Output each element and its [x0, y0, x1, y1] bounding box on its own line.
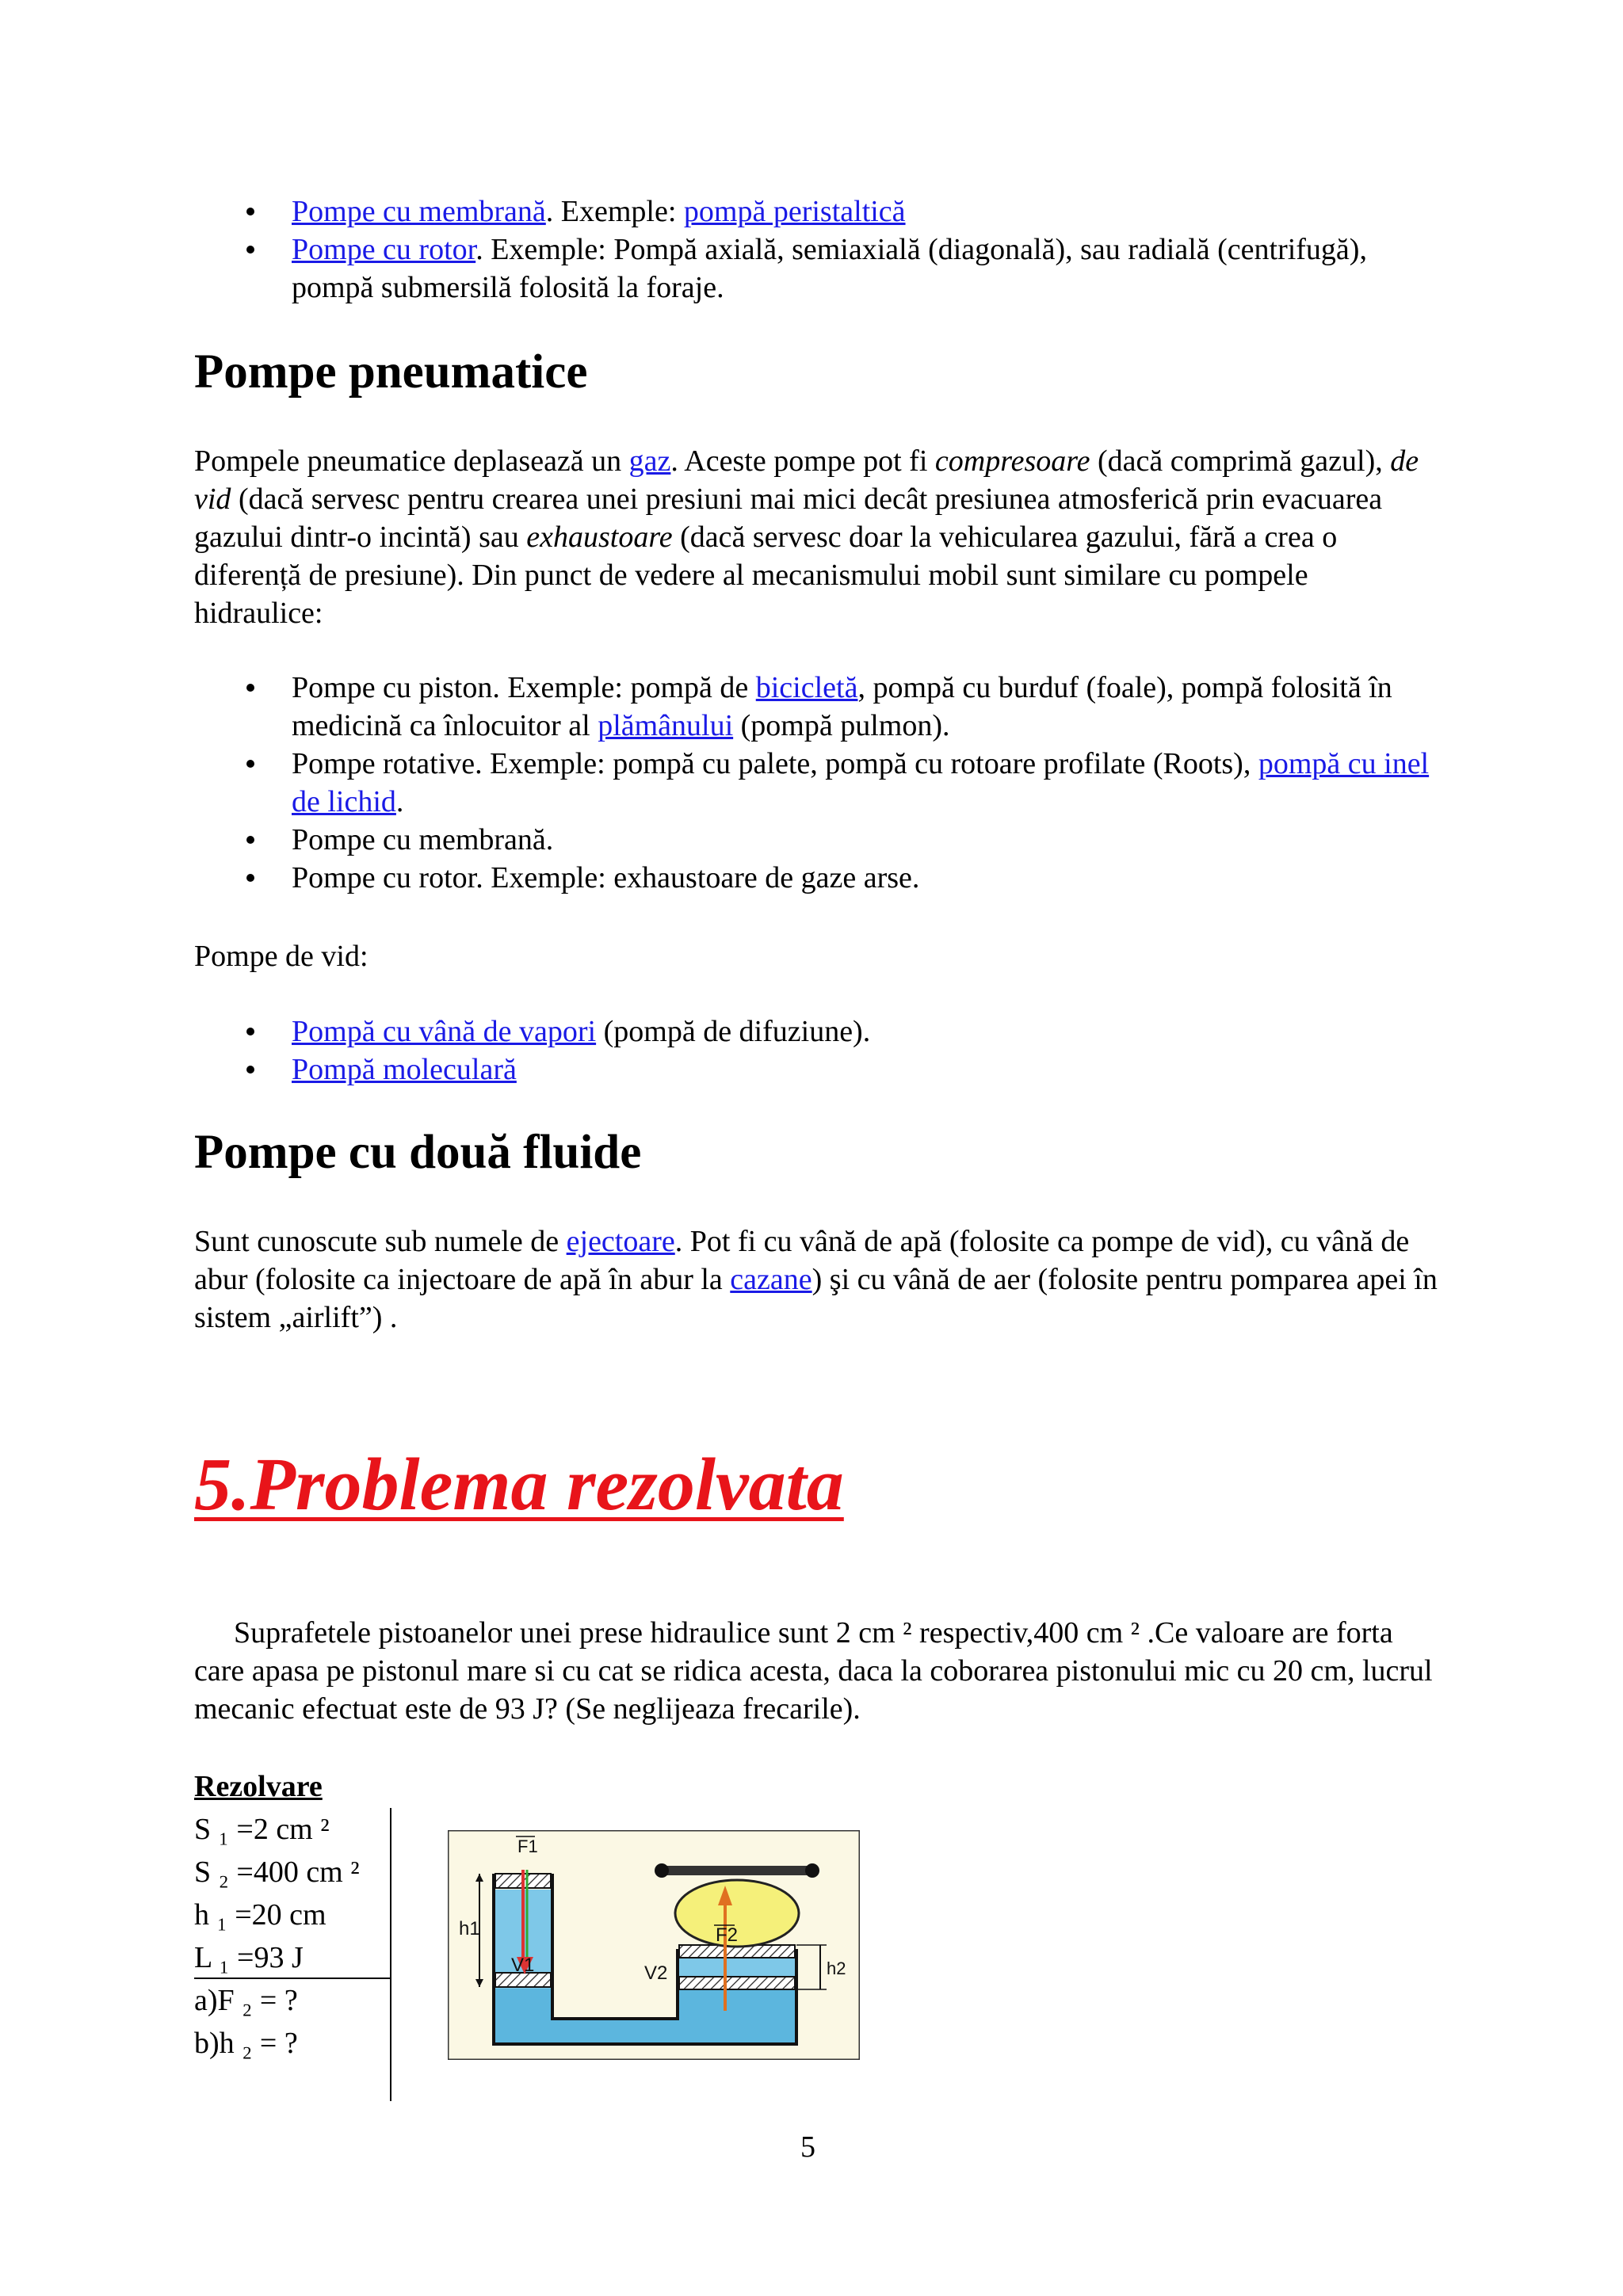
h1-label: h1 [459, 1918, 480, 1939]
bicycle-link[interactable]: bicicletă [755, 671, 858, 704]
given-value: L ₁ =93 J [194, 1941, 304, 1974]
givens-horizontal-divider [194, 1978, 391, 1979]
list-item: Pompe cu membrană. [194, 821, 1430, 859]
list-item: Pompă cu vână de vapori (pompă de difuziune). [194, 1013, 1430, 1051]
list-item: Pompe cu piston. Exemple: pompă de bicicletă, pompă cu burduf (foale), pompă folosită în medicină ca înlocuitor al plămânului (pompă pulmon). [194, 669, 1430, 745]
unknown-value: a)F ₂ = ? [194, 1984, 298, 2017]
bullet-icon [246, 684, 254, 692]
v2-label: V2 [644, 1962, 668, 1984]
vapor-jet-pump-link[interactable]: Pompă cu vână de vapori [292, 1015, 597, 1048]
hydraulic-press-figure [448, 1830, 860, 2060]
pneumatic-paragraph: Pompele pneumatice deplasează un gaz. Aceste pompe pot fi compresoare (dacă comprimă gazul), de vid (dacă servesc pentru crearea unei presiuni mai mici decât presiunea atmosferică prin evacuarea gazului dintr-o incintă) sau exhaustoare (dacă servesc doar la vehicularea gazului, fără a crea o diferență de presiune). Din punct de vedere al mecanismului mobil sunt similare cu pompele hidraulice: [194, 444, 1419, 630]
bullet-icon [246, 1028, 254, 1035]
given-value: S ₁ =2 cm ² [194, 1813, 330, 1846]
list-item: Pompe cu rotor. Exemple: Pompă axială, semiaxială (diagonală), sau radială (centrifugă), pompă submersilă folosită la foraje. [194, 231, 1430, 307]
section-heading-pneumatic: Pompe pneumatice [194, 345, 588, 399]
page-number: 5 [800, 2130, 815, 2164]
hydraulic-pumps-list [194, 193, 1430, 307]
h2-label: h2 [827, 1958, 846, 1978]
large-piston-bottom [679, 1977, 795, 1989]
bullet-icon [246, 836, 254, 844]
given-value: S ₂ =400 cm ² [194, 1855, 360, 1889]
bullet-icon [246, 208, 254, 215]
post-left [655, 1863, 669, 1878]
given-value: h ₁ =20 cm [194, 1898, 327, 1932]
molecular-pump-link[interactable]: Pompă moleculară [292, 1053, 517, 1086]
two-fluids-paragraph: Sunt cunoscute sub numele de ejectoare. Pot fi cu vână de apă (folosite ca pompe de vid), cu vână de abur (folosite ca injectoare de apă în abur la cazane) şi cu vână de aer (folosite pentru pomparea apei în sistem „airlift”) . [194, 1225, 1438, 1334]
bullet-icon [246, 1066, 254, 1074]
lung-link[interactable]: plămânului [598, 709, 734, 742]
f1-label: F1 [517, 1836, 538, 1856]
givens-vertical-divider [390, 1808, 391, 2101]
gas-link[interactable]: gaz [628, 444, 671, 478]
top-plate [662, 1866, 812, 1875]
vacuum-pumps-label: Pompe de vid: [194, 940, 369, 973]
liquid-ring-pump-link[interactable]: pompă cu inel de lichid [292, 747, 1430, 818]
f2-label: F2 [716, 1924, 739, 1946]
ejectors-link[interactable]: ejectoare [566, 1225, 675, 1258]
rotor-pump-link[interactable]: Pompe cu rotor [292, 233, 476, 266]
list-item: Pompe cu membrană. Exemple: pompă peristaltică [194, 193, 1430, 231]
post-right [805, 1863, 819, 1878]
bullet-icon [246, 760, 254, 768]
givens-block [194, 1765, 360, 2065]
v1-label: V1 [511, 1955, 535, 1976]
unknown-value: b)h ₂ = ? [194, 2027, 298, 2060]
problem-title: 5.Problema rezolvata [194, 1444, 844, 1526]
bullet-icon [246, 874, 254, 882]
section-heading-two-fluids: Pompe cu două fluide [194, 1126, 642, 1179]
list-item: Pompe cu rotor. Exemple: exhaustoare de gaze arse. [194, 859, 1430, 897]
list-item: Pompe rotative. Exemple: pompă cu palete, pompă cu rotoare profilate (Roots), pompă cu inel de lichid. [194, 745, 1430, 821]
vacuum-pumps-list [194, 1013, 1430, 1089]
solution-label: Rezolvare [194, 1770, 323, 1803]
membrane-pump-link[interactable]: Pompe cu membrană [292, 195, 546, 228]
peristaltic-pump-link[interactable]: pompă peristaltică [683, 195, 906, 228]
list-item [194, 1051, 1430, 1089]
pneumatic-pumps-list [194, 669, 1430, 897]
boilers-link[interactable]: cazane [730, 1263, 812, 1296]
bullet-icon [246, 246, 254, 254]
problem-statement: Suprafetele pistoanelor unei prese hidraulice sunt 2 cm ² respectiv,400 cm ² .Ce valoare are forta care apasa pe pistonul mare si cu cat se ridica acesta, daca la coborarea pistonului mic cu 20 cm, lucrul mecanic efectuat este de 93 J? (Se neglijeaza frecarile). [194, 1616, 1433, 1726]
